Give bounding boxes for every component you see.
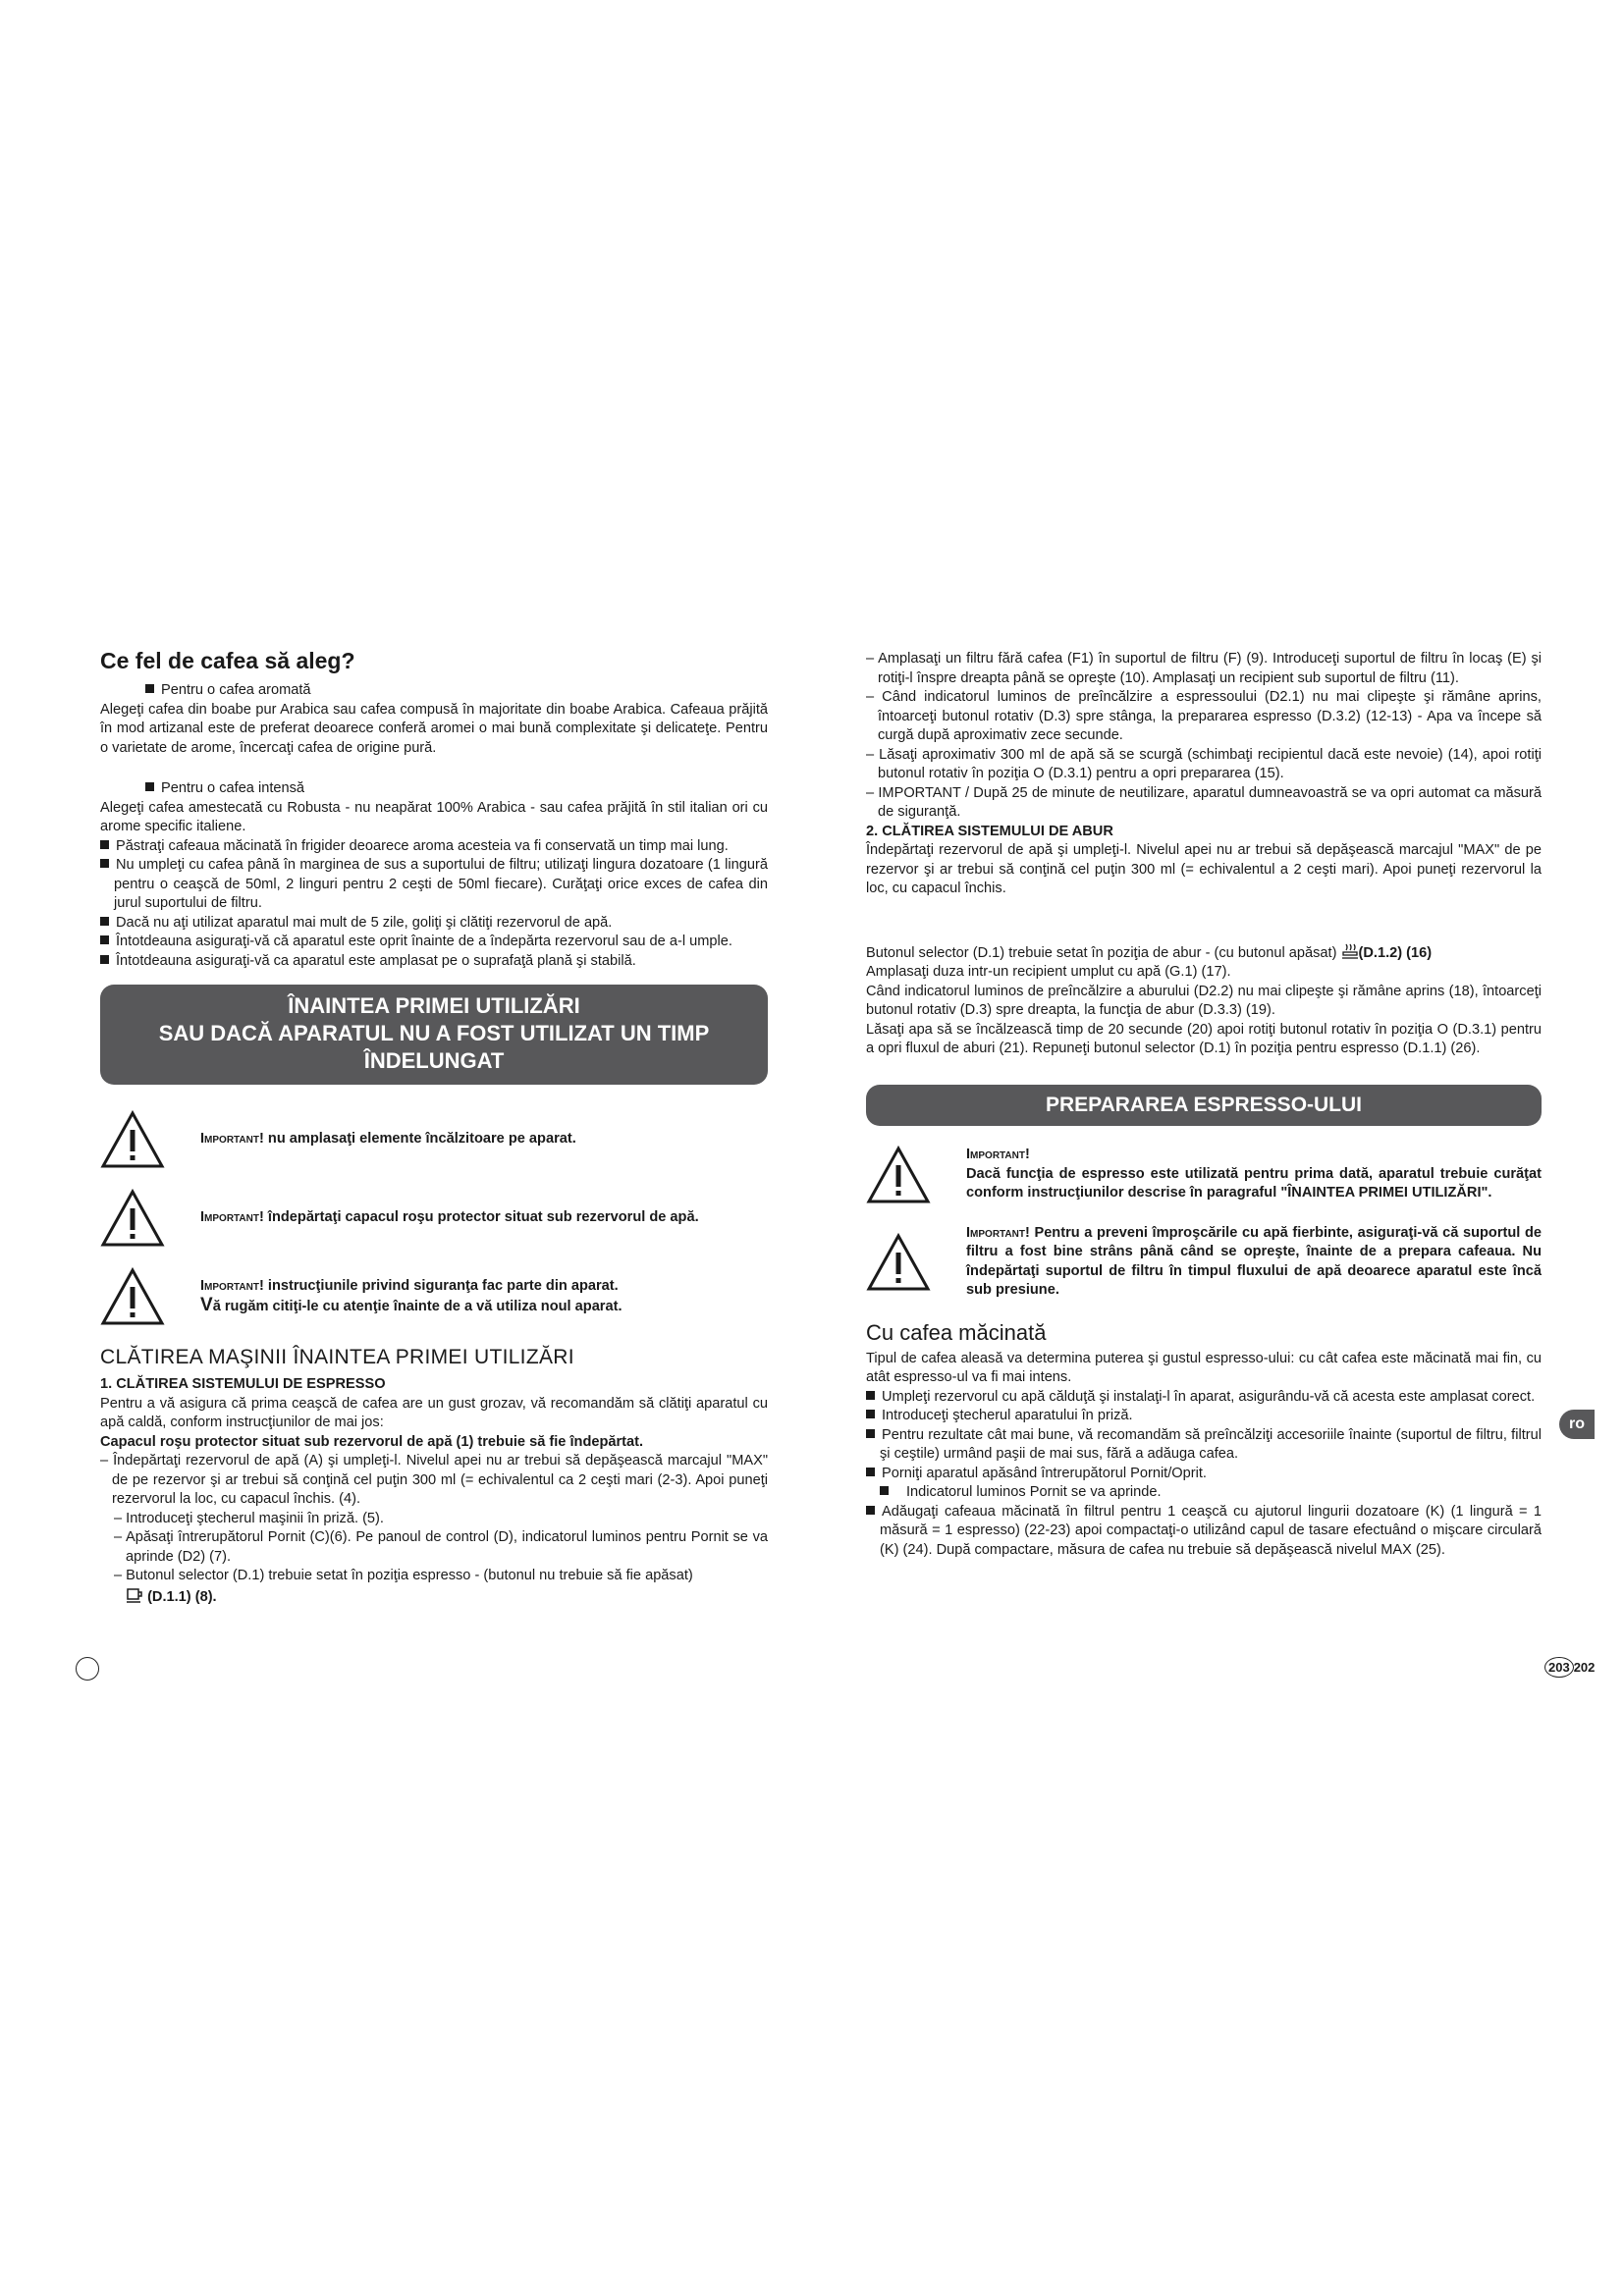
aroma-text: Alegeţi cafea din boabe pur Arabica sau cafea compusă în majoritate din boabe Arabica. Cafeaua prăjită în mod artizanal este de preferat deoarece conferă aromei o mai bună complexitate şi delicateţe. Pentru o varietate de arome, încercaţi cafea de origine pură.	[100, 701, 768, 756]
ground-bullet: Porniţi aparatul apăsând întrerupătorul Pornit/Oprit.	[866, 1465, 1542, 1484]
banner-before-first-use	[100, 985, 768, 1085]
rinse-step: – IMPORTANT / După 25 de minute de neutilizare, aparatul dumneavoastră se va opri automat ca măsură de siguranţă.	[866, 784, 1542, 820]
warning-triangle-icon	[866, 1233, 931, 1292]
left-column	[100, 648, 768, 1607]
rinse-step: – Când indicatorul luminos de preîncălzire a espressoului (D2.1) nu mai clipeşte şi rămâne aprins, întoarceţi butonul rotativ (D.3) spre stânga, la prepararea espresso (D.3.2) (12-13) - Apa va începe să curgă după aproximativ zece secunde.	[866, 689, 1542, 743]
spacer	[866, 899, 1542, 921]
bullet-square-icon	[100, 935, 109, 944]
warning-block	[100, 1267, 768, 1326]
bullet-square-icon	[145, 684, 154, 693]
rinse-intro: Pentru a vă asigura că prima ceaşcă de cafea are un gust grozav, vă recomandăm să clătiţi aparatul cu apă caldă, conform instrucţiunilor de mai jos:	[100, 1395, 768, 1430]
bullet-square-icon	[100, 840, 109, 849]
tip-bullet: Dacă nu aţi utilizat aparatul mai mult de 5 zile, goliţi şi clătiţi rezervorul de apă.	[100, 914, 768, 934]
warning-triangle-icon	[866, 1146, 931, 1204]
warning-triangle-icon	[100, 1267, 165, 1326]
warning-block	[100, 1110, 768, 1169]
tip-bullet: Întotdeauna asiguraţi-vă ca aparatul este amplasat pe o suprafaţă plană şi stabilă.	[100, 952, 768, 972]
rinse-bold-note: Capacul roşu protector situat sub rezervorul de apă (1) trebuie să fie îndepărtat.	[100, 1433, 644, 1450]
warning-text: Important! instrucţiunile privind siguranţa fac parte din aparat. Vă rugăm citiţi-le cu atenţie înainte de a vă utiliza noul aparat.	[200, 1277, 623, 1315]
ground-bullet: Pentru rezultate cât mai bune, vă recomandăm să preîncălziţi accesoriile înainte (suportul de filtru, filtrul şi ceştile) urmând paşii de mai sus, fără a adăuga cafea.	[866, 1426, 1542, 1465]
tip-bullet: Păstraţi cafeaua măcinată în frigider deoarece aroma acesteia va fi conservată un timp mai lung.	[100, 837, 768, 857]
rinse-subtitle: 1. CLĂTIREA SISTEMULUI DE ESPRESSO	[100, 1376, 386, 1392]
page-number: 203	[1544, 1657, 1574, 1678]
warning-block	[866, 1224, 1542, 1301]
espresso-cup-icon	[126, 1586, 143, 1604]
intense-text: Alegeţi cafea amestecată cu Robusta - nu neapărat 100% Arabica - sau cafea prăjită în stil italian ori cu arome specific italiene.	[100, 799, 768, 834]
bullet-square-icon	[866, 1468, 875, 1476]
rinse-step-end: (D.1.1) (8).	[100, 1586, 768, 1608]
steam-step: Amplasaţi duza intr-un recipient umplut cu apă (G.1) (17).	[866, 964, 1231, 980]
banner-line: ÎNAINTEA PRIMEI UTILIZĂRI	[288, 993, 580, 1018]
ground-sub-bullet: Indicatorul luminos Pornit se va aprinde.	[866, 1483, 1542, 1503]
steam-subtitle: 2. CLĂTIREA SISTEMULUI DE ABUR	[866, 823, 1113, 839]
bullet-square-icon	[866, 1391, 875, 1400]
bullet-square-icon	[866, 1429, 875, 1438]
ground-coffee-title: Cu cafea măcinată	[866, 1319, 1047, 1345]
steam-icon	[1341, 942, 1359, 960]
bullet-square-icon	[100, 859, 109, 868]
steam-step: Lăsaţi apa să se încălzească timp de 20 secunde (20) apoi rotiţi butonul rotativ în poziţia O (D.3.1) pentru a opri fluxul de aburi (21). Repuneţi butonul selector (D.1) în poziţia pentru espresso (D.1.1) (26).	[866, 1021, 1542, 1056]
warning-block	[866, 1146, 1542, 1204]
rinse-step: – Îndepărtaţi rezervorul de apă (A) şi umpleţi-l. Nivelul apei nu ar trebui să depăşească marcajul "MAX" de pe rezervor şi ar trebui să conţină cel puţin 300 ml (= echivalentul ca 2 ceşti mari (2-3). Apoi puneţi rezervorul la loc, cu capacul închis. (4).	[100, 1453, 768, 1507]
steam-selector: Butonul selector (D.1) trebuie setat în poziţia de abur - (cu butonul apăsat) (D.1.2) (16)	[866, 942, 1542, 964]
rinse-step: – Introduceţi ştecherul maşinii în priză. (5).	[114, 1510, 384, 1526]
banner-line: ÎNDELUNGAT	[363, 1048, 505, 1073]
bullet-square-icon	[880, 1486, 889, 1495]
rinse-step: – Amplasaţi un filtru fără cafea (F1) în suportul de filtru (F) (9). Introduceţi suportul de filtru în locaş (E) şi rotiţi-l înspre dreapta până se opreşte (10). Amplasaţi un recipient sub suportul de filtru (11).	[866, 651, 1542, 686]
right-column	[866, 650, 1542, 1560]
warning-block	[100, 1189, 768, 1248]
section-title-coffee-choice: Ce fel de cafea să aleg?	[100, 648, 355, 673]
page-numbers-right	[1544, 1657, 1595, 1678]
warning-text: Important! Dacă funcţia de espresso este utilizată pentru prima dată, aparatul trebuie curăţat conform instrucţiunilor descrise în paragraful "ÎNAINTEA PRIMEI UTILIZĂRI".	[966, 1147, 1542, 1201]
warning-triangle-icon	[100, 1110, 165, 1169]
bullet-square-icon	[866, 1410, 875, 1418]
warning-text: Important! îndepărtaţi capacul roşu protector situat sub rezervorul de apă.	[200, 1209, 699, 1226]
bullet-square-icon	[100, 955, 109, 964]
warning-triangle-icon	[100, 1189, 165, 1248]
ground-bullet: Introduceţi ştecherul aparatului în priză.	[866, 1407, 1542, 1426]
rinse-title: CLĂTIREA MAŞINII ÎNAINTEA PRIMEI UTILIZĂRI	[100, 1346, 574, 1368]
warning-text: Important! Pentru a preveni împroşcările cu apă fierbinte, asiguraţi-vă că suportul de filtru a fost bine strâns până când se opreşte, înainte de a prepara cafeaua. Nu îndepărtaţi suportul de filtru în timpul fluxului de apă deoarece aparatul este încă sub presiune.	[966, 1224, 1542, 1298]
bullet-square-icon	[866, 1506, 875, 1515]
tip-bullet: Nu umpleţi cu cafea până în marginea de sus a suportului de filtru; utilizaţi lingura dozatoare (1 lingură pentru o ceaşcă de 50ml, 2 linguri pentru 2 ceşti de 50ml fiecare). Curăţaţi orice exces de cafea din jurul suportului de filtru.	[100, 856, 768, 914]
tip-bullet: Întotdeauna asiguraţi-vă că aparatul este oprit înainte de a îndepărta rezervorul sau de a-l umple.	[100, 933, 768, 952]
ground-bullet: Adăugaţi cafeaua măcinată în filtrul pentru 1 ceaşcă cu ajutorul lingurii dozatoare (K) (1 lingură = 1 măsură = 1 espresso) (22-23) apoi compactaţi-o utilizând capul de tasare efectuând o mişcare circulară (K) (24). După compactare, măsura de cafea nu trebuie să depăşească nivelul MAX (25).	[866, 1503, 1542, 1561]
page-number-circle-left	[76, 1657, 99, 1681]
steam-intro: Îndepărtaţi rezervorul de apă şi umpleţi-l. Nivelul apei nu ar trebui să depăşească marcajul "MAX" de pe rezervor şi ar trebui să conţină cel puţin 300 ml (= echivalentul a 2 ceşti mari). Apoi puneţi rezervorul la loc, cu capacul închis.	[866, 842, 1542, 896]
banner-espresso-preparation: PREPARAREA ESPRESSO-ULUI	[866, 1085, 1542, 1126]
rinse-step: – Butonul selector (D.1) trebuie setat în poziţia espresso - (butonul nu trebuie să fie apăsat)	[114, 1568, 693, 1583]
steam-step: Când indicatorul luminos de preîncălzire a aburului (D2.2) nu mai clipeşte şi rămâne aprins (18), întoarceţi butonul rotativ (D.3) spre dreapta, la funcţia de abur (D.3.3) (19).	[866, 983, 1542, 1018]
bullet-square-icon	[100, 917, 109, 926]
rinse-step: – Apăsaţi întrerupătorul Pornit (C)(6). Pe panoul de control (D), indicatorul luminos pentru Pornit se va aprinde (D2) (7).	[114, 1529, 768, 1565]
banner-line: SAU DACĂ APARATUL NU A FOST UTILIZAT UN TIMP	[158, 1021, 710, 1045]
page-number: 202	[1573, 1660, 1596, 1675]
ground-intro: Tipul de cafea aleasă va determina puterea şi gustul espresso-ului: cu cât cafea este măcinată mai fin, cu atât espresso-ul va fi mai intens.	[866, 1350, 1542, 1385]
bullet-square-icon	[145, 782, 154, 791]
aroma-heading: Pentru o cafea aromată	[100, 681, 768, 701]
rinse-step: – Lăsaţi aproximativ 300 ml de apă să se scurgă (schimbaţi recipientul dacă este nevoie) (14), apoi rotiţi butonul rotativ în poziţia O (D.3.1) pentru a opri prepararea (15).	[866, 746, 1542, 781]
ground-bullet: Umpleţi rezervorul cu apă călduţă şi instalaţi-l în aparat, asigurându-vă că acesta este amplasat corect.	[866, 1388, 1542, 1408]
language-tab: ro	[1559, 1410, 1595, 1439]
warning-text: Important! nu amplasaţi elemente încălzitoare pe aparat.	[200, 1131, 576, 1148]
spacer	[866, 921, 1542, 942]
intense-heading: Pentru o cafea intensă	[100, 779, 768, 799]
